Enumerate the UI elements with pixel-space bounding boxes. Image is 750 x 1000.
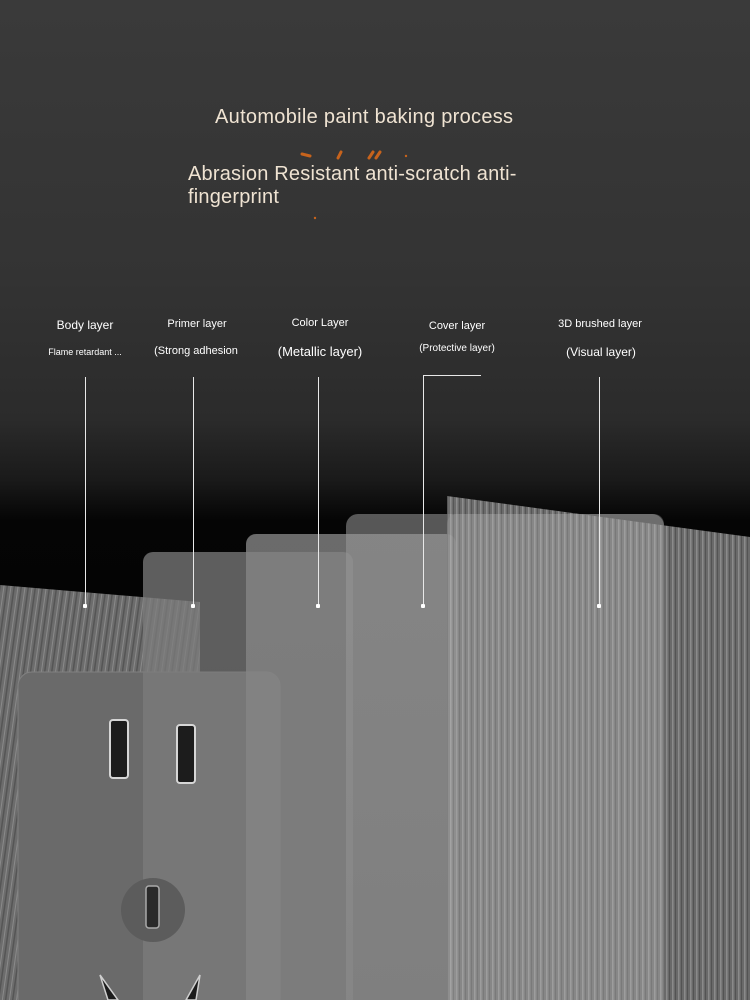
socket-slot-left [110,720,128,778]
label-primer-layer: Primer layer [167,318,227,330]
label-color-layer: Color Layer [291,317,349,329]
leader-brushed-layer [599,377,600,607]
marker-brushed-layer [597,604,601,608]
leader-primer-layer [193,377,194,607]
label-brushed-layer-detail: (Visual layer) [566,345,636,359]
headline-subtitle: Abrasion Resistant anti-scratch anti-fingerprint [188,163,517,208]
label-cover-layer: Cover layer [428,320,486,332]
label-cover-layer-detail: (Protective layer) [419,343,495,354]
socket-slot-ground [146,886,159,928]
label-body-layer-detail: Flame retardant ... [48,347,122,357]
headline-title: Automobile paint baking process [215,106,514,128]
socket-slot-right [177,725,195,783]
leader-cover-layer-horizontal [423,375,481,376]
brushed-overlay [447,514,664,1000]
marker-primer-layer [191,604,195,608]
leader-cover-layer [423,375,424,607]
leader-body-layer [85,377,86,607]
leader-color-layer [318,377,319,607]
marker-body-layer [83,604,87,608]
label-primer-layer-detail: (Strong adhesion [154,345,238,357]
label-color-layer-detail: (Metallic layer) [277,344,363,359]
label-brushed-layer: 3D brushed layer [558,318,642,330]
label-body-layer: Body layer [56,318,114,332]
marker-cover-layer [421,604,425,608]
marker-color-layer [316,604,320,608]
